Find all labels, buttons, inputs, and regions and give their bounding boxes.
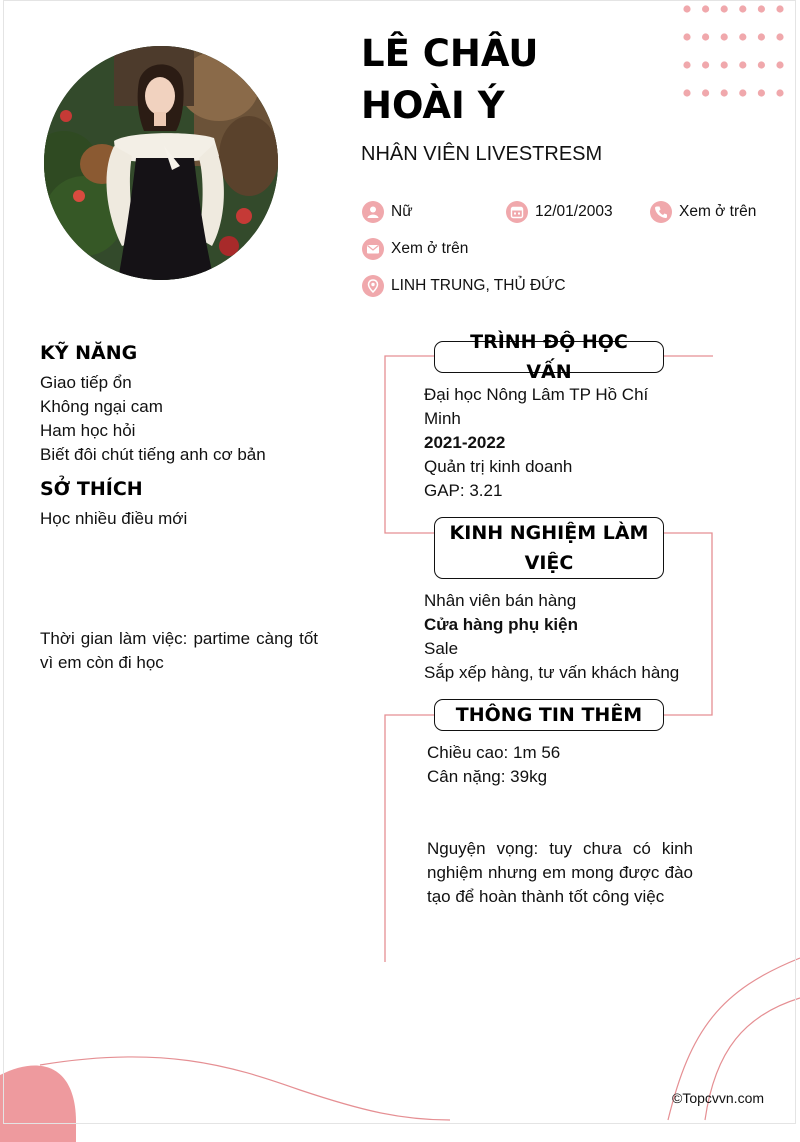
job-title: NHÂN VIÊN LIVESTRESM <box>361 143 603 165</box>
experience-role: Sale <box>424 639 459 658</box>
experience-position: Nhân viên bán hàng <box>424 591 577 610</box>
decor-dot <box>721 61 728 68</box>
work-time-note: Thời gian làm việc: partime càng tốt vì em còn đi học <box>40 629 318 672</box>
decor-dot <box>758 89 765 96</box>
profile-photo <box>44 46 278 280</box>
education-title: TRÌNH ĐỘ HỌC VẤN <box>434 341 664 373</box>
experience-company: Cửa hàng phụ kiện <box>424 615 578 634</box>
phone-value: Xem ở trên <box>679 203 757 220</box>
decor-dot <box>758 33 765 40</box>
name-line-2: HOÀI Ý <box>361 84 505 127</box>
location-pin-icon <box>362 275 384 297</box>
decor-dot <box>739 89 746 96</box>
decor-dot <box>683 5 690 12</box>
education-gpa: GAP: 3.21 <box>424 481 503 500</box>
name-line-1: LÊ CHÂU <box>361 32 539 75</box>
copyright-text: ©Topcvvn.com <box>672 1090 765 1106</box>
education-major: Quản trị kinh doanh <box>424 457 573 476</box>
list-item: Biết đôi chút tiếng anh cơ bản <box>40 445 266 464</box>
gender-value: Nữ <box>391 203 413 220</box>
info-phone <box>650 201 756 223</box>
education-block <box>424 383 684 503</box>
list-item: Không ngại cam <box>40 397 163 416</box>
address-value: LINH TRUNG, THỦ ĐỨC <box>391 277 566 294</box>
experience-block <box>424 589 704 685</box>
decor-dot <box>702 61 709 68</box>
decor-dot <box>758 5 765 12</box>
decor-dot <box>739 61 746 68</box>
decor-dot <box>721 89 728 96</box>
decor-dot <box>776 61 783 68</box>
decor-dot <box>776 89 783 96</box>
experience-title: KINH NGHIỆM LÀM VIỆC <box>434 517 664 579</box>
list-item: Học nhiều điều mới <box>40 509 188 528</box>
info-email <box>362 238 468 260</box>
hobbies-title: SỞ THÍCH <box>40 478 143 500</box>
extra-weight: Cân nặng: 39kg <box>427 767 548 786</box>
skills-title: KỸ NĂNG <box>40 342 138 364</box>
extra-info-block <box>427 741 697 789</box>
decor-dot <box>702 89 709 96</box>
bottom-curve-decoration <box>0 940 800 1142</box>
dob-value: 12/01/2003 <box>535 203 613 220</box>
decor-dot <box>721 5 728 12</box>
info-address <box>362 275 566 297</box>
dot-grid-decoration <box>678 0 788 102</box>
user-icon <box>362 201 384 223</box>
experience-description: Sắp xếp hàng, tư vấn khách hàng <box>424 663 680 682</box>
decor-dot <box>739 5 746 12</box>
list-item: Giao tiếp ổn <box>40 373 132 392</box>
education-period: 2021-2022 <box>424 433 506 452</box>
career-wish: Nguyện vọng: tuy chưa có kinh nghiệm nhưng em mong được đào tạo để hoàn thành tốt công việc <box>427 839 693 906</box>
list-item: Ham học hỏi <box>40 421 136 440</box>
skills-list <box>40 371 340 467</box>
education-school: Đại học Nông Lâm TP Hồ Chí Minh <box>424 385 649 428</box>
envelope-icon <box>362 238 384 260</box>
decor-dot <box>702 5 709 12</box>
candidate-name <box>361 28 691 132</box>
extra-info-title: THÔNG TIN THÊM <box>434 699 664 731</box>
info-gender <box>362 201 413 223</box>
decor-dot <box>739 33 746 40</box>
info-dob <box>506 201 613 223</box>
decor-dot <box>758 61 765 68</box>
phone-icon <box>650 201 672 223</box>
extra-height: Chiều cao: 1m 56 <box>427 743 561 762</box>
hobbies-list <box>40 507 340 531</box>
decor-dot <box>702 33 709 40</box>
email-value: Xem ở trên <box>391 240 469 257</box>
decor-dot <box>776 5 783 12</box>
calendar-icon <box>506 201 528 223</box>
decor-dot <box>776 33 783 40</box>
decor-dot <box>721 33 728 40</box>
